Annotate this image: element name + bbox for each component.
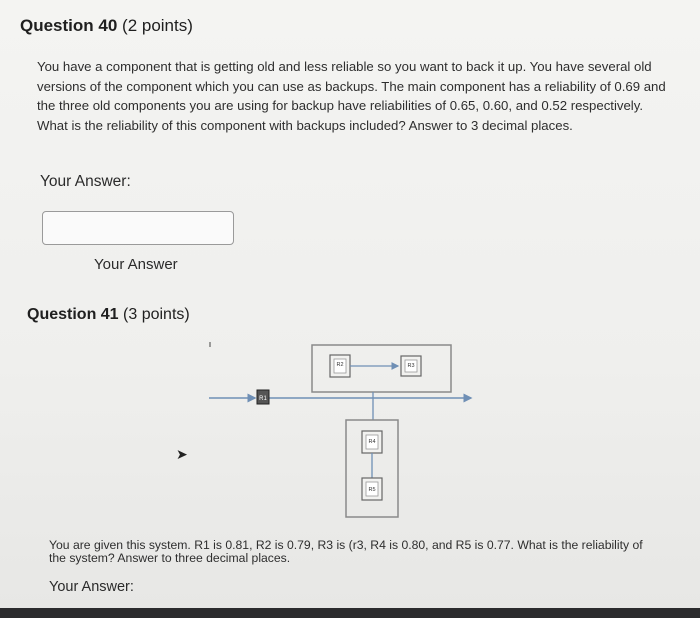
question-40-answer-label: Your Answer: bbox=[40, 173, 131, 190]
question-40-number: Question 40 bbox=[20, 16, 118, 35]
question-40-input-caption: Your Answer bbox=[94, 256, 178, 273]
question-40-points: (2 points) bbox=[117, 16, 193, 35]
r2-block bbox=[330, 355, 350, 377]
question-41-number: Question 41 bbox=[27, 306, 119, 323]
r5-label: R5 bbox=[368, 487, 376, 493]
mouse-cursor-icon: ➤ bbox=[176, 446, 188, 462]
r2-label: R2 bbox=[336, 362, 344, 368]
r1-label: R1 bbox=[259, 396, 267, 402]
question-40-title bbox=[20, 16, 193, 36]
question-40-answer-input[interactable] bbox=[42, 211, 234, 245]
r5-block bbox=[362, 478, 382, 500]
question-41-points: (3 points) bbox=[118, 306, 190, 323]
r4-label: R4 bbox=[368, 439, 376, 445]
question-41-answer-label: Your Answer: bbox=[49, 579, 134, 595]
reliability-system-diagram bbox=[205, 338, 485, 523]
question-40-text: You have a component that is getting old and less reliable so you want to back it up. You have several old versions of the component which you can use as backups. The main component has a reliability of 0.69 and the three old components you are using for backup have reliabilities of 0.65, 0.60, and 0.52 respectively. What is the reliability of this component with backups included? Answer to 3 decimal places. bbox=[37, 59, 666, 133]
r3-label: R3 bbox=[407, 363, 415, 369]
question-41-title bbox=[27, 306, 190, 324]
question-41-text: You are given this system. R1 is 0.81, R2 is 0.79, R3 is (r3, R4 is 0.80, and R5 is 0.77. What is the reliability of the system? Answer to three decimal places. bbox=[49, 538, 643, 565]
r3-block bbox=[401, 356, 421, 376]
r4-block bbox=[362, 431, 382, 453]
bottom-edge-bar bbox=[0, 608, 700, 618]
r1-block bbox=[257, 390, 269, 404]
